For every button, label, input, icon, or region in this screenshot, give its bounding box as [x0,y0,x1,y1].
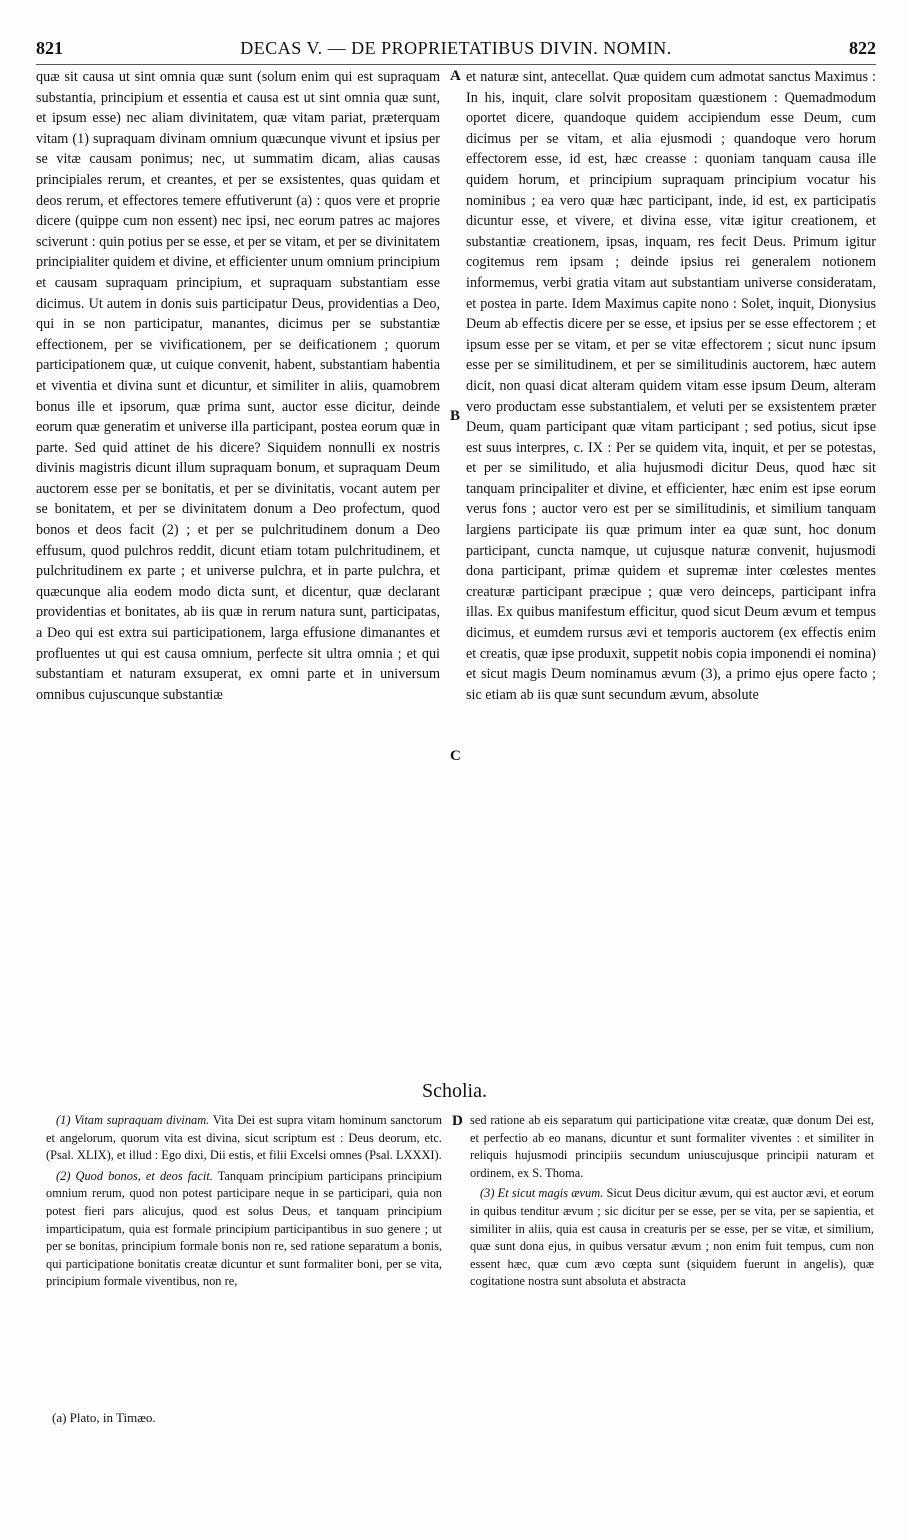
scholion-1-lemma: (1) Vitam supraquam divinam. [56,1113,210,1127]
scholion-3 [470,1185,874,1291]
scholion-2-lemma: (2) Quod bonos, et deos facit. [56,1168,213,1183]
main-column-left [36,67,440,705]
margin-mark-b: B [450,408,461,424]
main-column-right [466,67,876,705]
scholion-3-text: Sicut Deus dicitur ævum, qui est auctor ævi, et eorum in quibus tenditur ævum ; sic dicitur per se esse, per se vita, per se sapientia, et similiter in aliis, quia est causa in creaturis per se esse, per se vitæ, et similium, quæ sunt dona ejus, in quibus versatur ævum ; non enim fuit tempus, cum non essent hæc, quæ cum ævo cœpta sunt (siquidem fuerunt in angelis), quæ cogitatione nostra sunt absoluta et abstracta [470,1186,874,1289]
scholion-2 [46,1168,442,1291]
page-number-left: 821 [36,38,63,58]
footnote: (a) Plato, in Timæo. [52,1410,156,1425]
margin-mark-c: C [450,748,461,764]
running-title: DECAS V. — DE PROPRIETATIBUS DIVIN. NOMIN. [240,38,672,58]
scholion-1 [46,1112,442,1165]
running-header [36,36,876,65]
scholia-column-right [470,1112,874,1294]
scholia-column-left [46,1112,442,1294]
scholion-1-text: Vita Dei est supra vitam hominum sanctorum et angelorum, quorum vita est divina, sicut scriptum est : Deus deorum, etc. (Psal. XLIX), et illud : Ego dixi, Dii estis, et filii Excelsi omnes (Psal. LXXXI). [46,1113,443,1163]
margin-mark-a: A [450,68,461,84]
page-number-right: 822 [849,38,876,58]
main-text-left: quæ sit causa ut sint omnia quæ sunt (solum enim qui est supraquam substantia, principium et essentia et causa est ut sint omnia quæ sunt, et ipsum esse) nec aliam divinitatem, quæ vitam pariat, præterquam vitam (1) supraquam divinam omnium quæcunque vivunt et ipsius per se vitæ causam ponimus; nec, ut summatim dicam, alias causas principiales rerum, et creantes, et per se exsistentes, quas quidam et deos rerum, et effectores temere effutiverunt (a) : quos vere et proprie dicere (quippe cum non essent) nec ipsi, nec eorum patres ac majores sciverunt : quin potius per se esse, et per se vitam, et per se divinitatem principialiter quidem et divine, et efficienter unum omnium principium et causam supraquam principium, et supraquam substantiam esse dicimus. Ut autem in donis suis participatur Deus, providentias a Deo, qui in se non participatur, manantes, dicimus per se substantiæ effectionem, per se vivificationem, per se deificationem ; quorum participationem quæ, ut cuique convenit, habent, substantiam habentia et viventia et divina sunt et dicuntur, et similiter in aliis, quamobrem bonus ille et ipsorum, quæ prima sunt, auctor esse dicitur, deinde eorum quæ generatim et universe illa participant, postea eorum quæ in parte. Sed quid attinet de his dicere? Siquidem nonnulli ex nostris divinis magistris dicunt illum supraquam bonum, et supraquam Deum auctorem esse per se bonitatis, et per se divinitatis, vocant autem per se bonitatem, et per se divinitatem donum a Deo profectum, quod bonos et deos facit (2) ; et per se pulchritudinem donum a Deo effusum, quod pulchros reddit, dicunt etiam totam pulchritudinem, et pulchritudinem ex parte ; et universe pulchra, et in parte pulchra, et quæcunque alia eodem modo dicta sunt, et dicentur, quæ declarant providentias et bonitates, ab iis quæ in rerum natura sunt, participatas, a Deo qui est extra sui participationem, larga effusione dimanantes et profluentes ut qui est causa omnium, perfecte sit ultra omnia ; et qui substantiam et naturam exsuperat, ex omni parte et in universum omnibus cujuscunque substantiæ [36,69,440,703]
scholion-2-text: Tanquam principium participans principium omnium rerum, quod non potest participare neque in se participari, quia non potest fieri pars alicujus, quod est solus Deus, et tanquam principium imparticipatum, quia est formale principium participantibus in suo genere ; ut per se bonitas, principium formale bonis non re, sed ratione separatum a bonis, qui participatione bonitatis creatæ dicuntur et sunt formaliter boni, per se vita, principium formale viventibus, non re, [46,1168,442,1289]
scholion-2-continued: sed ratione ab eis separatum qui participatione vitæ creatæ, quæ donum Dei est, et perfectio ab eo manans, dicuntur et sunt formaliter viventes : et similiter in reliquis hujusmodi principiis secundum uniuscujusque principii naturam et ordinem, ex S. Thoma. [470,1113,874,1180]
scholion-3-lemma: (3) Et sicut magis ævum. [480,1186,604,1201]
scholia-heading: Scholia. [422,1080,487,1102]
main-text-right: et naturæ sint, antecellat. Quæ quidem cum admotat sanctus Maximus : In his, inquit, clare solvit propositam quæstionem : Quemadmodum oportet dicere, quandoque quidem accipiendum esse Deum, cum dicimus per se vitam, et alia ejusmodi ; quandoque vero horum effectorem esse, id est, hæc creasse : quoniam tanquam causa ille quidem horum, et principium supraquam principium vocatur his nominibus ; ea vero quæ hæc participant, inde, id est, ex participatis dicuntur esse, et vivere, et divina esse, vitæ igitur creationem, et substantiæ creationem, ipsas, inquam, res fecit Deus. Primum igitur cogitemus rem ipsam ; deinde ipsius rei generalem notionem informemus, verbi gratia vitam aut substantiam universe consideratam, et postea in parte. Idem Maximus capite nono : Solet, inquit, Dionysius Deum ab effectis dicere per se esse, et ipsius per se esse effectorem ; et ipsum esse per se vitam, et per se vitæ effectorem ; sicut nunc ipsum esse per se similitudinem, et per se similitudinis auctorem, hæc autem dicit, non quasi dicat alteram quidem vitam esse ipsum Deum, alteram vero productam esse substantialem, et veluti per se exsistentem præter Deum, quam participant quæ vitam participant ; sed potius, sicut ipse est suus interpres, c. IX : Per se quidem vita, inquit, et per se potestas, et per se similitudo, et alia hujusmodi dicitur Deus, quod hæc sit tanquam principaliter et divine, et efficienter, hæc enim est ipse eorum verus fons ; auctor vero est per se similitudinis, et similium tanquam largiens participate iis quæ primum inter ea quæ sunt, hoc donum participant, cuncta namque, ut cujusque naturæ convenit, hujusmodi dona participant, primæ quidem et supremæ inter cœlestes mentes creaturæ participant præcipue ; quæ vero deinceps, participant infra illas. Ex quibus manifestum efficitur, quod sicut Deum ævum et tempus dicimus, et eumdem rursus ævi et temporis auctorem (ex effectis enim et creatis, quæ ipse produxit, suppetit nobis copia imponendi ei nomina) et sicut magis Deum nominamus ævum (3), a primo ejus opere facto ; sic etiam ab iis quæ sunt secundum ævum, absolute [466,69,876,703]
margin-mark-d: D [452,1113,463,1129]
